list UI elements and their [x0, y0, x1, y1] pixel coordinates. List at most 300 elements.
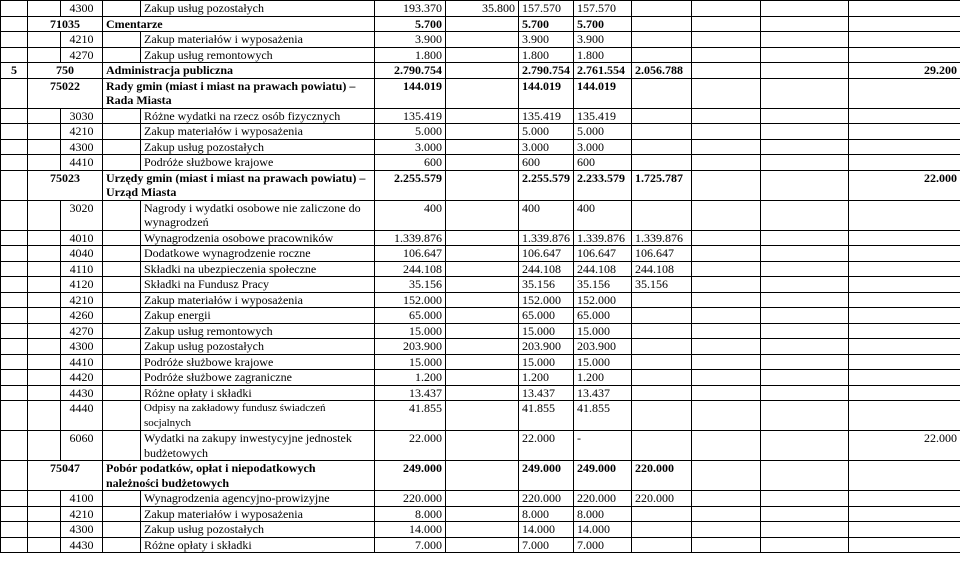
value-cell: 7.000: [375, 537, 446, 553]
item-name-cell: Składki na Fundusz Pracy: [141, 277, 375, 293]
value-cell: [446, 200, 519, 230]
division-cell: [28, 292, 61, 308]
value-cell: [446, 246, 519, 262]
value-cell: [632, 155, 692, 171]
value-cell: [632, 1, 692, 17]
division-cell: [28, 308, 61, 324]
value-cell: [692, 230, 761, 246]
value-cell: 144.019: [519, 78, 574, 108]
value-cell: 14.000: [375, 522, 446, 538]
value-cell: [692, 308, 761, 324]
value-cell: 1.200: [519, 370, 574, 386]
value-cell: 220.000: [632, 491, 692, 507]
value-cell: [761, 78, 849, 108]
division-cell: [28, 339, 61, 355]
value-cell: [632, 401, 692, 431]
item-name-cell: Różne wydatki na rzecz osób fizycznych: [141, 108, 375, 124]
chapter-cell: 71035: [28, 16, 103, 32]
value-cell: 2.233.579: [574, 170, 632, 200]
value-cell: 15.000: [519, 354, 574, 370]
value-cell: [849, 491, 960, 507]
section-cell: [1, 230, 28, 246]
value-cell: [849, 385, 960, 401]
division-cell: [28, 354, 61, 370]
value-cell: 106.647: [519, 246, 574, 262]
value-cell: 3.000: [375, 139, 446, 155]
table-row: [1, 354, 960, 370]
value-cell: 1.800: [375, 47, 446, 63]
value-cell: 22.000: [519, 431, 574, 461]
value-cell: [692, 461, 761, 491]
value-cell: [849, 200, 960, 230]
division-cell: [28, 32, 61, 48]
value-cell: [692, 370, 761, 386]
value-cell: [849, 339, 960, 355]
value-cell: [692, 108, 761, 124]
value-cell: [692, 155, 761, 171]
division-cell: [28, 323, 61, 339]
value-cell: [446, 370, 519, 386]
value-cell: [632, 522, 692, 538]
item-name-cell: Zakup usług pozostałych: [141, 339, 375, 355]
value-cell: [446, 323, 519, 339]
section-cell: [1, 401, 28, 431]
paragraph-cell: 4300: [61, 339, 103, 355]
value-cell: [446, 308, 519, 324]
value-cell: 2.790.754: [519, 63, 574, 79]
division-cell: [28, 1, 61, 17]
section-cell: [1, 506, 28, 522]
value-cell: 2.761.554: [574, 63, 632, 79]
spacer-cell: [103, 308, 141, 324]
value-cell: 2.255.579: [375, 170, 446, 200]
table-row: [1, 339, 960, 355]
division-cell: [28, 261, 61, 277]
value-cell: [446, 170, 519, 200]
value-cell: [761, 370, 849, 386]
table-row: [1, 63, 960, 79]
section-cell: [1, 308, 28, 324]
table-row: [1, 200, 960, 230]
value-cell: 1.800: [519, 47, 574, 63]
item-name-cell: Podróże służbowe krajowe: [141, 354, 375, 370]
value-cell: 1.339.876: [375, 230, 446, 246]
paragraph-cell: 4120: [61, 277, 103, 293]
division-cell: [28, 124, 61, 140]
value-cell: [849, 277, 960, 293]
item-name-cell: Nagrody i wydatki osobowe nie zaliczone do wynagrodzeń: [141, 200, 375, 230]
value-cell: [692, 78, 761, 108]
value-cell: [761, 292, 849, 308]
spacer-cell: [103, 124, 141, 140]
value-cell: [761, 16, 849, 32]
value-cell: [692, 170, 761, 200]
value-cell: 2.056.788: [632, 63, 692, 79]
value-cell: [692, 385, 761, 401]
item-name-cell: Zakup materiałów i wyposażenia: [141, 292, 375, 308]
value-cell: [692, 354, 761, 370]
table-row: [1, 461, 960, 491]
value-cell: [849, 323, 960, 339]
section-cell: [1, 139, 28, 155]
division-cell: [28, 522, 61, 538]
value-cell: [446, 139, 519, 155]
value-cell: [849, 124, 960, 140]
section-cell: [1, 246, 28, 262]
value-cell: 7.000: [574, 537, 632, 553]
item-name-cell: Zakup energii: [141, 308, 375, 324]
value-cell: [849, 537, 960, 553]
value-cell: [446, 124, 519, 140]
section-cell: [1, 170, 28, 200]
value-cell: 152.000: [519, 292, 574, 308]
value-cell: 3.900: [519, 32, 574, 48]
item-name-cell: Różne opłaty i składki: [141, 385, 375, 401]
value-cell: 8.000: [519, 506, 574, 522]
value-cell: [632, 339, 692, 355]
chapter-cell: 75047: [28, 461, 103, 491]
section-cell: [1, 461, 28, 491]
value-cell: [849, 155, 960, 171]
paragraph-cell: 4420: [61, 370, 103, 386]
value-cell: 5.000: [574, 124, 632, 140]
value-cell: [849, 401, 960, 431]
table-row: [1, 537, 960, 553]
value-cell: [446, 385, 519, 401]
table-row: [1, 246, 960, 262]
value-cell: [632, 108, 692, 124]
value-cell: 35.156: [375, 277, 446, 293]
section-cell: [1, 354, 28, 370]
section-cell: [1, 155, 28, 171]
value-cell: 152.000: [375, 292, 446, 308]
item-name-cell: Składki na ubezpieczenia społeczne: [141, 261, 375, 277]
section-cell: [1, 522, 28, 538]
value-cell: 2.790.754: [375, 63, 446, 79]
spacer-cell: [103, 354, 141, 370]
item-name-cell: Rady gmin (miast i miast na prawach powiatu) – Rada Miasta: [103, 78, 375, 108]
spacer-cell: [103, 1, 141, 17]
value-cell: [446, 16, 519, 32]
spacer-cell: [103, 230, 141, 246]
item-name-cell: Odpisy na zakładowy fundusz świadczeń socjalnych: [141, 401, 375, 431]
section-cell: [1, 277, 28, 293]
value-cell: 3.000: [574, 139, 632, 155]
table-row: [1, 431, 960, 461]
value-cell: 14.000: [574, 522, 632, 538]
table-row: [1, 230, 960, 246]
value-cell: 220.000: [519, 491, 574, 507]
value-cell: 600: [519, 155, 574, 171]
value-cell: [632, 370, 692, 386]
value-cell: 15.000: [574, 323, 632, 339]
value-cell: 144.019: [375, 78, 446, 108]
value-cell: 41.855: [519, 401, 574, 431]
section-cell: [1, 292, 28, 308]
section-cell: [1, 385, 28, 401]
item-name-cell: Urzędy gmin (miast i miast na prawach powiatu) – Urząd Miasta: [103, 170, 375, 200]
paragraph-cell: 4010: [61, 230, 103, 246]
value-cell: 3.000: [519, 139, 574, 155]
table-row: [1, 491, 960, 507]
section-cell: [1, 32, 28, 48]
spacer-cell: [103, 32, 141, 48]
value-cell: [692, 339, 761, 355]
value-cell: 135.419: [375, 108, 446, 124]
value-cell: 5.000: [375, 124, 446, 140]
value-cell: [692, 277, 761, 293]
item-name-cell: Wydatki na zakupy inwestycyjne jednostek budżetowych: [141, 431, 375, 461]
paragraph-cell: 4210: [61, 32, 103, 48]
value-cell: [446, 230, 519, 246]
value-cell: 249.000: [375, 461, 446, 491]
paragraph-cell: 4100: [61, 491, 103, 507]
section-cell: [1, 108, 28, 124]
value-cell: [446, 47, 519, 63]
paragraph-cell: 4300: [61, 522, 103, 538]
table-row: [1, 47, 960, 63]
value-cell: 135.419: [519, 108, 574, 124]
value-cell: 29.200: [849, 63, 960, 79]
spacer-cell: [103, 261, 141, 277]
value-cell: 157.570: [519, 1, 574, 17]
value-cell: 7.000: [519, 537, 574, 553]
value-cell: [692, 124, 761, 140]
value-cell: 35.156: [574, 277, 632, 293]
value-cell: [761, 401, 849, 431]
value-cell: [632, 385, 692, 401]
value-cell: 400: [519, 200, 574, 230]
table-row: [1, 277, 960, 293]
value-cell: 5.700: [375, 16, 446, 32]
value-cell: [761, 124, 849, 140]
division-cell: [28, 47, 61, 63]
value-cell: [632, 354, 692, 370]
table-row: [1, 108, 960, 124]
value-cell: [761, 491, 849, 507]
value-cell: [632, 292, 692, 308]
division-cell: [28, 491, 61, 507]
table-row: [1, 78, 960, 108]
value-cell: [632, 323, 692, 339]
value-cell: [692, 431, 761, 461]
spacer-cell: [103, 155, 141, 171]
value-cell: 203.900: [375, 339, 446, 355]
item-name-cell: Zakup usług remontowych: [141, 323, 375, 339]
value-cell: 220.000: [632, 461, 692, 491]
value-cell: [849, 108, 960, 124]
table-row: [1, 292, 960, 308]
value-cell: [849, 16, 960, 32]
value-cell: [849, 1, 960, 17]
item-name-cell: Zakup usług pozostałych: [141, 522, 375, 538]
value-cell: [632, 16, 692, 32]
table-row: [1, 323, 960, 339]
value-cell: [692, 63, 761, 79]
spacer-cell: [103, 339, 141, 355]
value-cell: [446, 63, 519, 79]
spacer-cell: [103, 537, 141, 553]
value-cell: [761, 308, 849, 324]
paragraph-cell: 6060: [61, 431, 103, 461]
section-cell: [1, 47, 28, 63]
value-cell: [692, 401, 761, 431]
chapter-cell: 75023: [28, 170, 103, 200]
division-cell: [28, 200, 61, 230]
value-cell: [761, 63, 849, 79]
value-cell: [446, 292, 519, 308]
section-cell: [1, 370, 28, 386]
value-cell: [692, 261, 761, 277]
paragraph-cell: 4300: [61, 1, 103, 17]
paragraph-cell: 3020: [61, 200, 103, 230]
division-cell: [28, 230, 61, 246]
value-cell: [632, 431, 692, 461]
item-name-cell: Podróże służbowe zagraniczne: [141, 370, 375, 386]
value-cell: [446, 461, 519, 491]
table-row: [1, 16, 960, 32]
value-cell: [446, 401, 519, 431]
value-cell: [849, 522, 960, 538]
value-cell: 400: [574, 200, 632, 230]
value-cell: [632, 200, 692, 230]
value-cell: 220.000: [574, 491, 632, 507]
section-cell: [1, 124, 28, 140]
value-cell: -: [574, 431, 632, 461]
value-cell: 106.647: [574, 246, 632, 262]
value-cell: 193.370: [375, 1, 446, 17]
paragraph-cell: 4430: [61, 537, 103, 553]
spacer-cell: [103, 370, 141, 386]
item-name-cell: Zakup materiałów i wyposażenia: [141, 506, 375, 522]
division-cell: [28, 246, 61, 262]
value-cell: [446, 491, 519, 507]
table-row: [1, 261, 960, 277]
division-cell: [28, 506, 61, 522]
value-cell: [632, 47, 692, 63]
value-cell: [692, 139, 761, 155]
value-cell: 13.437: [519, 385, 574, 401]
value-cell: [849, 32, 960, 48]
value-cell: [761, 200, 849, 230]
paragraph-cell: 4210: [61, 292, 103, 308]
table-row: [1, 401, 960, 431]
value-cell: 203.900: [574, 339, 632, 355]
paragraph-cell: 4260: [61, 308, 103, 324]
value-cell: 15.000: [574, 354, 632, 370]
value-cell: [761, 170, 849, 200]
value-cell: 1.800: [574, 47, 632, 63]
value-cell: 203.900: [519, 339, 574, 355]
paragraph-cell: 4300: [61, 139, 103, 155]
value-cell: [446, 261, 519, 277]
value-cell: 2.255.579: [519, 170, 574, 200]
value-cell: [692, 246, 761, 262]
value-cell: [761, 261, 849, 277]
value-cell: [692, 47, 761, 63]
value-cell: [849, 354, 960, 370]
value-cell: [761, 230, 849, 246]
value-cell: [692, 522, 761, 538]
division-cell: [28, 277, 61, 293]
value-cell: 13.437: [375, 385, 446, 401]
paragraph-cell: 4440: [61, 401, 103, 431]
paragraph-cell: 4210: [61, 124, 103, 140]
spacer-cell: [103, 506, 141, 522]
value-cell: 244.108: [632, 261, 692, 277]
item-name-cell: Różne opłaty i składki: [141, 537, 375, 553]
value-cell: 106.647: [632, 246, 692, 262]
value-cell: [692, 292, 761, 308]
value-cell: [446, 32, 519, 48]
value-cell: 157.570: [574, 1, 632, 17]
division-cell: [28, 385, 61, 401]
value-cell: 65.000: [519, 308, 574, 324]
table-row: [1, 370, 960, 386]
value-cell: 65.000: [574, 308, 632, 324]
spacer-cell: [103, 385, 141, 401]
value-cell: 1.725.787: [632, 170, 692, 200]
value-cell: [761, 1, 849, 17]
value-cell: 1.200: [375, 370, 446, 386]
spacer-cell: [103, 200, 141, 230]
value-cell: 1.339.876: [632, 230, 692, 246]
value-cell: 3.900: [574, 32, 632, 48]
value-cell: [761, 139, 849, 155]
value-cell: [761, 32, 849, 48]
value-cell: [446, 354, 519, 370]
section-cell: [1, 491, 28, 507]
value-cell: [761, 431, 849, 461]
value-cell: 152.000: [574, 292, 632, 308]
spacer-cell: [103, 522, 141, 538]
value-cell: [632, 32, 692, 48]
value-cell: [632, 537, 692, 553]
value-cell: 600: [574, 155, 632, 171]
value-cell: [446, 431, 519, 461]
paragraph-cell: 4410: [61, 155, 103, 171]
table-row: [1, 124, 960, 140]
table-row: [1, 522, 960, 538]
value-cell: [761, 246, 849, 262]
spacer-cell: [103, 491, 141, 507]
table-row: [1, 155, 960, 171]
value-cell: [849, 47, 960, 63]
value-cell: 249.000: [574, 461, 632, 491]
value-cell: 5.000: [519, 124, 574, 140]
spacer-cell: [103, 108, 141, 124]
value-cell: [849, 292, 960, 308]
value-cell: 65.000: [375, 308, 446, 324]
value-cell: [692, 1, 761, 17]
item-name-cell: Zakup usług remontowych: [141, 47, 375, 63]
item-name-cell: Pobór podatków, opłat i niepodatkowych należności budżetowych: [103, 461, 375, 491]
value-cell: [446, 78, 519, 108]
value-cell: [761, 323, 849, 339]
value-cell: [761, 461, 849, 491]
value-cell: [692, 537, 761, 553]
value-cell: [446, 522, 519, 538]
table-row: [1, 385, 960, 401]
paragraph-cell: 4040: [61, 246, 103, 262]
item-name-cell: Wynagrodzenia agencyjno-prowizyjne: [141, 491, 375, 507]
value-cell: [761, 522, 849, 538]
value-cell: [761, 108, 849, 124]
item-name-cell: Zakup usług pozostałych: [141, 139, 375, 155]
item-name-cell: Cmentarze: [103, 16, 375, 32]
division-cell: [28, 155, 61, 171]
value-cell: [446, 277, 519, 293]
